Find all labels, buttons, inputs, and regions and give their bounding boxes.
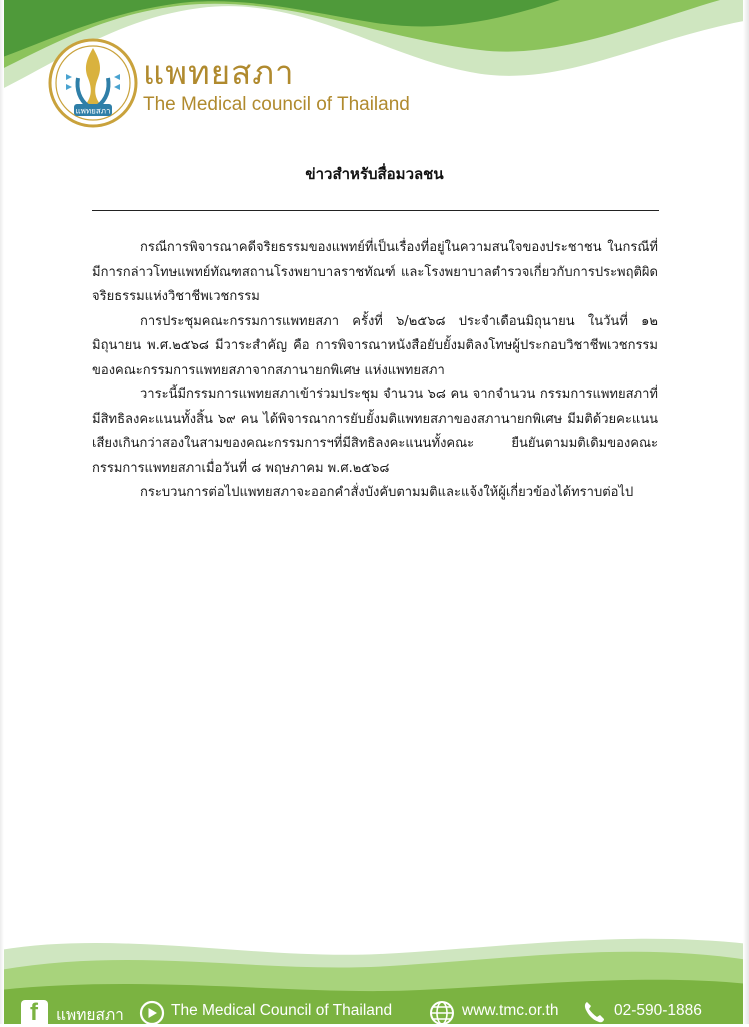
medical-council-emblem-icon [48,38,138,128]
facebook-icon[interactable]: f [21,1000,48,1024]
youtube-icon[interactable] [137,1000,167,1024]
org-name-thai: แพทยสภา [143,53,295,92]
phone-number[interactable]: 02-590-1886 [614,1002,702,1019]
paragraph-2: การประชุมคณะกรรมการแพทยสภา ครั้งที่ ๖/๒๕๖๘ ประจำเดือนมิถุนายน ในวันที่ ๑๒ มิถุนายน พ.ศ.๒๕๖๘ มีวาระสำคัญ คือ การพิจารณาหนังสือยับยั้งมติลงโทษผู้ประกอบวิชาชีพเวชกรรมของคณะกรรมการแพทยสภาจากสภานายกพิเศษ แห่งแพทยสภา [92,313,658,378]
document-body [92,236,658,506]
website-link[interactable]: www.tmc.or.th [462,1002,559,1019]
globe-icon[interactable] [427,999,457,1024]
document-title: ข่าวสำหรับสื่อมวลชน [305,165,444,183]
org-name-english: The Medical council of Thailand [143,94,410,115]
page-edge-right [743,0,749,1024]
title-divider [92,210,659,211]
youtube-channel-label[interactable]: The Medical Council of Thailand [171,1002,393,1019]
page-edge-left [0,0,4,1024]
facebook-label[interactable]: แพทยสภา [56,1007,124,1024]
paragraph-4: กระบวนการต่อไปแพทยสภาจะออกคำสั่งบังคับตามมติและแจ้งให้ผู้เกี่ยวข้องได้ทราบต่อไป [140,485,634,500]
phone-icon [582,999,606,1024]
paragraph-3: วาระนี้มีกรรมการแพทยสภาเข้าร่วมประชุม จำนวน ๖๘ คน จากจำนวน กรรมการแพทยสภาที่มีสิทธิลงคะแนนทั้งสิ้น ๖๙ คน ได้พิจารณาการยับยั้งมติแพทยสภาของสภานายกพิเศษ มีมติด้วยคะแนนเสียงเกินกว่าสองในสามของคณะกรรมการฯที่มีสิทธิลงคะแนนทั้งคณะ ยืนยันตามมติเดิมของคณะกรรมการแพทยสภาเมื่อวันที่ ๘ พฤษภาคม พ.ศ.๒๕๖๘ [92,387,658,476]
paragraph-1: กรณีการพิจารณาคดีจริยธรรมของแพทย์ที่เป็นเรื่องที่อยู่ในความสนใจของประชาชน ในกรณีที่มีการกล่าวโทษแพทย์ทัณฑสถานโรงพยาบาลราชทัณฑ์ และโรงพยาบาลตำรวจเกี่ยวกับการประพฤติผิดจริยธรรมแห่งวิชาชีพเวชกรรม [92,240,658,304]
emblem-text: แพทยสภา [75,106,111,116]
